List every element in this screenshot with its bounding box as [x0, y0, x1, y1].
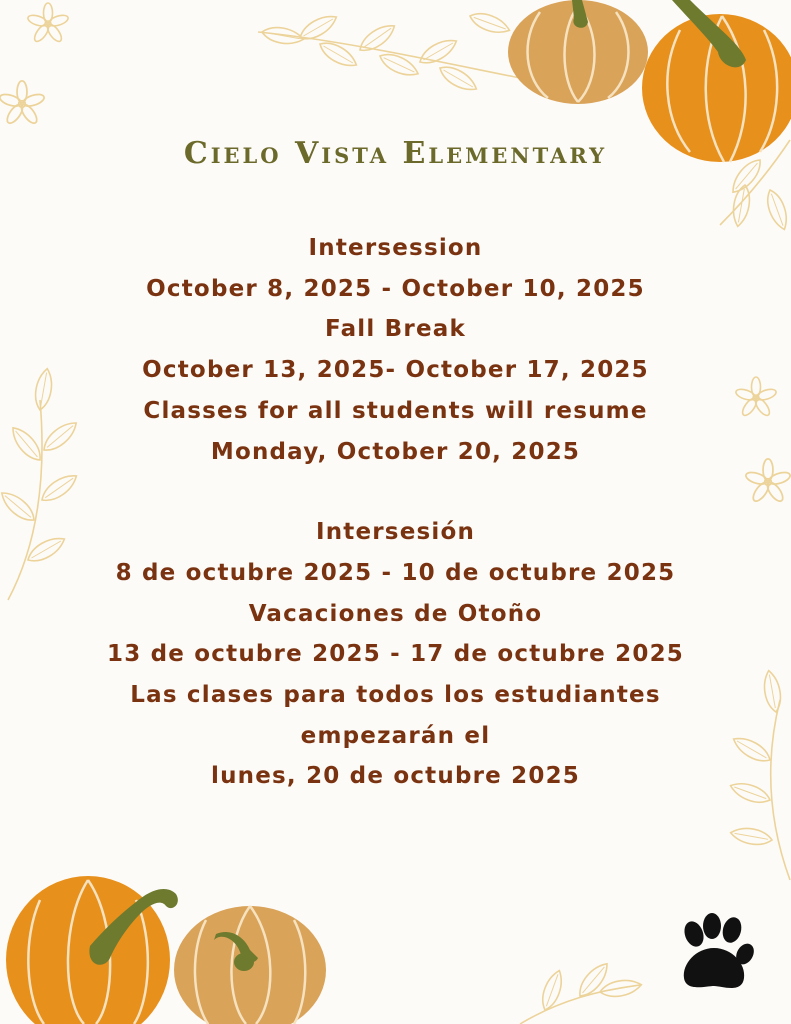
english-resume-note: Classes for all students will resume — [143, 397, 648, 424]
section-gap — [0, 472, 791, 512]
leaf-branch-icon — [258, 9, 520, 96]
announcement-body — [0, 228, 791, 797]
english-fall-break-dates: October 13, 2025- October 17, 2025 — [142, 357, 649, 384]
school-title: Cielo Vista Elementary — [183, 136, 608, 171]
pumpkin-icon — [174, 906, 326, 1024]
spanish-resume-note: Las clases para todos los estudiantes — [130, 682, 661, 709]
paw-print-icon — [681, 913, 757, 988]
spanish-resume-note-2: empezarán el — [300, 722, 491, 749]
flower-icon — [0, 81, 45, 126]
english-heading-fall-break: Fall Break — [325, 316, 466, 343]
english-resume-date: Monday, October 20, 2025 — [210, 438, 581, 465]
spanish-fall-break-dates: 13 de octubre 2025 - 17 de octubre 2025 — [107, 641, 684, 668]
spanish-heading-intersession: Intersesión — [315, 519, 476, 546]
leaf-branch-icon — [520, 959, 643, 1024]
spanish-heading-fall-break: Vacaciones de Otoño — [248, 600, 543, 627]
flower-icon — [27, 3, 70, 44]
spanish-resume-date: lunes, 20 de octubre 2025 — [211, 763, 580, 790]
spanish-intersession-dates: 8 de octubre 2025 - 10 de octubre 2025 — [115, 559, 676, 586]
english-heading-intersession: Intersession — [308, 235, 483, 261]
pumpkin-icon — [6, 876, 178, 1024]
english-intersession-dates: October 8, 2025 - October 10, 2025 — [146, 275, 645, 302]
pumpkin-icon — [508, 0, 648, 104]
